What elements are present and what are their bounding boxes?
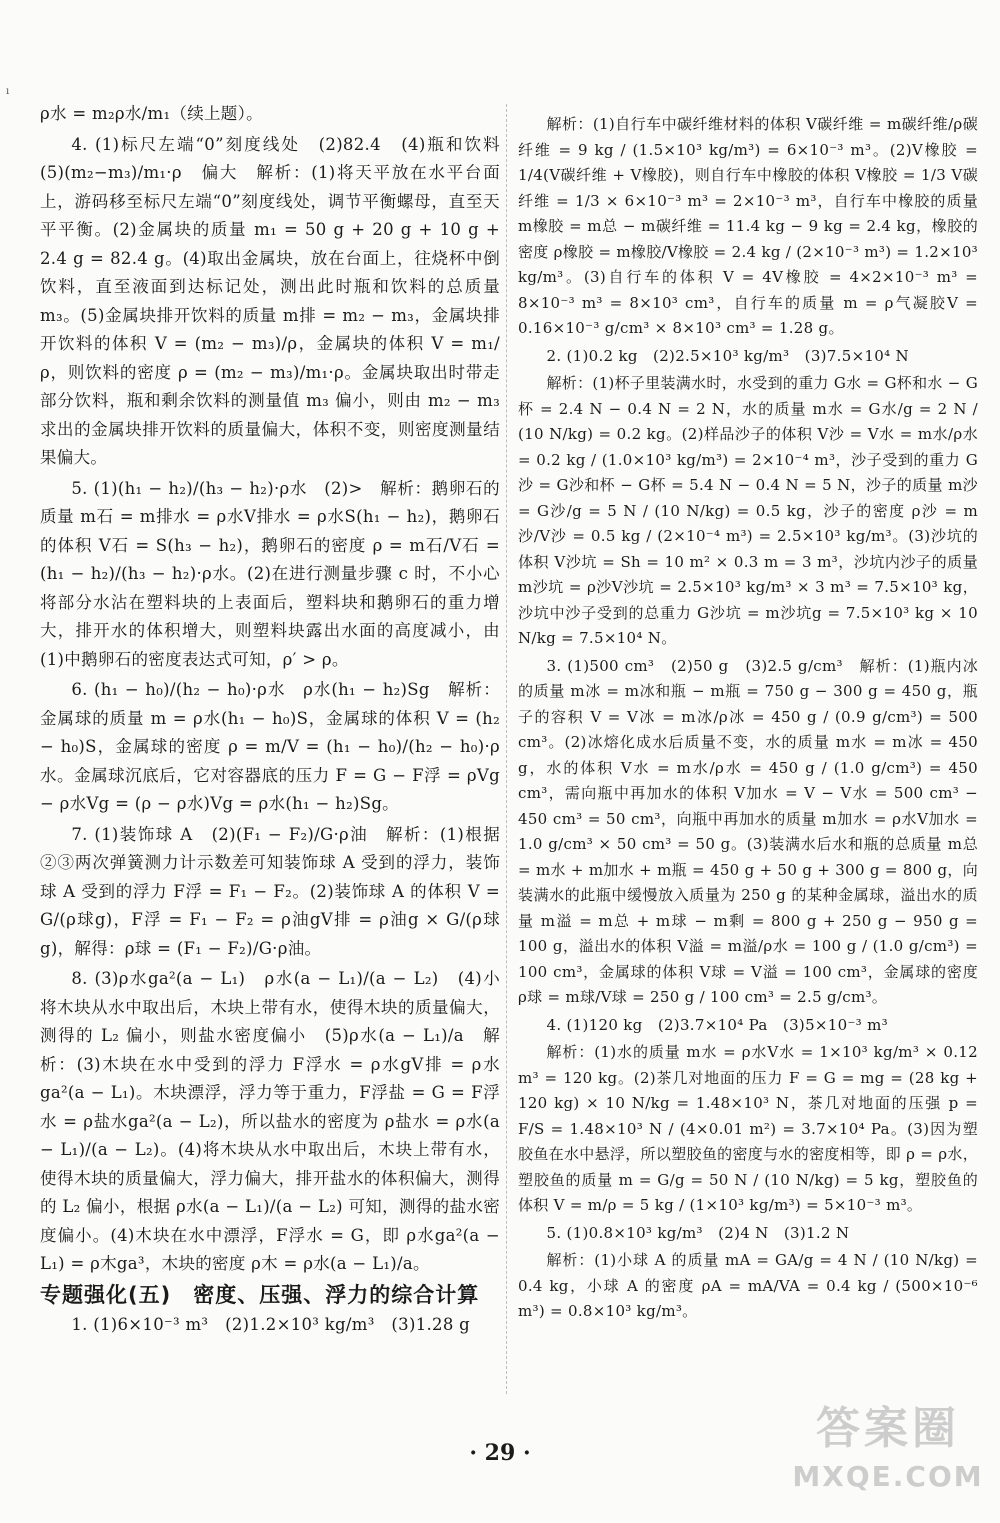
answer-paragraph: 5. (1)0.8×10³ kg/m³ (2)4 N (3)1.2 N: [546, 1223, 850, 1242]
left-column: [40, 100, 517, 1342]
answer-paragraph: 解析：(1)小球 A 的质量 mA = GA/g = 4 N / (10 N/kg) = 0.4 kg，小球 A 的密度 ρA = mA/VA = 0.4 kg / (500×10⁻⁶ m³) = 0.8×10³ kg/m³。: [518, 1251, 978, 1320]
corner-mark: ı: [6, 86, 10, 97]
answer-paragraph: 2. (1)0.2 kg (2)2.5×10³ kg/m³ (3)7.5×10⁴ N: [546, 346, 909, 365]
answer-paragraph: 解析：(1)自行车中碳纤维材料的体积 V碳纤维 = m碳纤维/ρ碳纤维 = 9 kg / (1.5×10³ kg/m³) = 6×10⁻³ m³。(2)V橡胶 = 1/4(V碳纤维 + V橡胶)，则自行车中橡胶的体积 V橡胶 = 1/3 V碳纤维 = 1/3 × 6×10⁻³ m³ = 2×10⁻³ m³，自行车中橡胶的质量 m橡胶 = m总 − m碳纤维 = 11.4 kg − 9 kg = 2.4 kg，橡胶的密度 ρ橡胶 = m橡胶/V橡胶 = 2.4 kg / (2×10⁻³ m³) = 1.2×10³ kg/m³。(3)自行车的体积 V = 4V橡胶 = 4×2×10⁻³ m³ = 8×10⁻³ m³ = 8×10³ cm³，自行车的质量 m = ρ气凝胶V = 0.16×10⁻³ g/cm³ × 8×10³ cm³ = 1.28 g。: [518, 115, 978, 337]
answer-paragraph: 8. (3)ρ水ga²(a − L₁) ρ水(a − L₁)/(a − L₂) (4)小 将木块从水中取出后，木块上带有水，使得木块的质量偏大，测得的 L₂ 偏小，则盐水密度偏小 (5)ρ水(a − L₁)/a 解析：(3)木块在水中受到的浮力 F浮水 = ρ水gV排 = ρ水ga²(a − L₁)。木块漂浮，浮力等于重力，F浮盐 = G = F浮水 = ρ盐水ga²(a − L₂)，所以盐水的密度为 ρ盐水 = ρ水(a − L₁)/(a − L₂)。(4)将木块从水中取出后，木块上带有水，使得木块的质量偏大，浮力偏大，排开盐水的体积偏大，测得的 L₂ 偏小，根据 ρ水(a − L₁)/(a − L₂) 可知，测得的盐水密度偏小。(4)木块在水中漂浮，F浮水 = G，即 ρ水ga²(a − L₁) = ρ木ga³，木块的密度 ρ木 = ρ水(a − L₁)/a。: [40, 969, 517, 1273]
answer-paragraph: 5. (1)(h₁ − h₂)/(h₃ − h₂)·ρ水 (2)> 解析：鹅卵石的质量 m石 = m排水 = ρ水V排水 = ρ水S(h₁ − h₂)，鹅卵石的体积 V石 = S(h₃ − h₂)，鹅卵石的密度 ρ = m石/V石 = (h₁ − h₂)/(h₃ − h₂)·ρ水。(2)在进行测量步骤 c 时，不小心将部分水沾在塑料块的上表面后，塑料块和鹅卵石的重力增大，排开水的体积增大，则塑料块露出水面的高度减小，由(1)中鹅卵石的密度表达式可知，ρ′ > ρ。: [40, 478, 500, 669]
section-title: 专题强化(五) 密度、压强、浮力的综合计算: [40, 1282, 480, 1307]
answer-paragraph: 4. (1)标尺左端“0”刻度线处 (2)82.4 (4)瓶和饮料 (5)(m₂−m₃)/m₁·ρ 偏大 解析：(1)将天平放在水平台面上，游码移至标尺左端“0”刻度线处，调节平衡螺母，直至天平平衡。(2)金属块的质量 m₁ = 50 g + 20 g + 10 g + 2.4 g = 82.4 g。(4)取出金属块，放在台面上，往烧杯中倒饮料，直至液面到达标记处，测出此时瓶和饮料的总质量 m₃。(5)金属块排开饮料的质量 m排 = m₂ − m₃，金属块排开饮料的体积 V = (m₂ − m₃)/ρ，金属块的体积 V = m₁/ρ，则饮料的密度 ρ = (m₂ − m₃)/m₁·ρ。金属块取出时带走部分饮料，瓶和剩余饮料的测量值 m₃ 偏小，则由 m₂ − m₃ 求出的金属块排开饮料的质量偏大，体积不变，则密度测量结果偏大。: [40, 134, 517, 467]
watermark-bottom: MXQE.COM: [792, 1460, 984, 1493]
answer-paragraph: ρ水 = m₂ρ水/m₁（续上题）。: [40, 104, 263, 123]
answer-paragraph: 3. (1)500 cm³ (2)50 g (3)2.5 g/cm³ 解析：(1)瓶内冰的质量 m冰 = m冰和瓶 − m瓶 = 750 g − 300 g = 450 g，瓶子的容积 V = V冰 = m冰/ρ冰 = 450 g / (0.9 g/cm³) = 500 cm³。(2)冰熔化成水后质量不变，水的质量 m水 = m冰 = 450 g，水的体积 V水 = m水/ρ水 = 450 g / (1.0 g/cm³) = 450 cm³，需向瓶中再加水的体积 V加水 = V − V水 = 500 cm³ − 450 cm³ = 50 cm³，向瓶中再加水的质量 m加水 = ρ水V加水 = 1.0 g/cm³ × 50 cm³ = 50 g。(3)装满水后水和瓶的总质量 m总 = m水 + m加水 + m瓶 = 450 g + 50 g + 300 g = 800 g，向装满水的此瓶中缓慢放入质量为 250 g 的某种金属球，溢出水的质量 m溢 = m总 + m球 − m剩 = 800 g + 250 g − 950 g = 100 g，溢出水的体积 V溢 = m溢/ρ水 = 100 g / (1.0 g/cm³) = 100 cm³，金属球的体积 V球 = V溢 = 100 cm³，金属球的密度 ρ球 = m球/V球 = 250 g / 100 cm³ = 2.5 g/cm³。: [518, 656, 978, 1006]
right-column: [518, 112, 978, 1327]
answer-paragraph: 7. (1)装饰球 A (2)(F₁ − F₂)/G·ρ油 解析：(1)根据②③两次弹簧测力计示数差可知装饰球 A 受到的浮力，装饰球 A 受到的浮力 F浮 = F₁ − F₂。(2)装饰球 A 的体积 V = G/(ρ球g)，F浮 = F₁ − F₂ = ρ油gV排 = ρ油g × G/(ρ球g)，解得：ρ球 = (F₁ − F₂)/G·ρ油。: [40, 824, 500, 958]
page-number: · 29 ·: [469, 1440, 531, 1466]
answer-paragraph: 解析：(1)水的质量 m水 = ρ水V水 = 1×10³ kg/m³ × 0.12 m³ = 120 kg。(2)茶几对地面的压力 F = G = mg = (28 kg + 120 kg) × 10 N/kg = 1.48×10³ N，茶几对地面的压强 p = F/S = 1.48×10³ N / (4×0.01 m²) = 3.7×10⁴ Pa。(3)因为塑胶鱼在水中悬浮，所以塑胶鱼的密度与水的密度相等，即 ρ = ρ水，塑胶鱼的质量 m = G/g = 50 N / (10 N/kg) = 5 kg，塑胶鱼的体积 V = m/ρ = 5 kg / (1×10³ kg/m³) = 5×10⁻³ m³。: [518, 1043, 978, 1214]
watermark-logo: [788, 1399, 988, 1511]
watermark-top: 答案圈: [816, 1403, 960, 1454]
answer-paragraph: 解析：(1)杯子里装满水时，水受到的重力 G水 = G杯和水 − G杯 = 2.4 N − 0.4 N = 2 N，水的质量 m水 = G水/g = 2 N / (10 N/kg) = 0.2 kg。(2)样品沙子的体积 V沙 = V水 = m水/ρ水 = 0.2 kg / (1.0×10³ kg/m³) = 2×10⁻⁴ m³，沙子受到的重力 G沙 = G沙和杯 − G杯 = 5.4 N − 0.4 N = 5 N，沙子的质量 m沙 = G沙/g = 5 N / (10 N/kg) = 0.5 kg，沙子的密度 ρ沙 = m沙/V沙 = 0.5 kg / (2×10⁻⁴ m³) = 2.5×10³ kg/m³。(3)沙坑的体积 V沙坑 = Sh = 10 m² × 0.3 m = 3 m³，沙坑内沙子的质量 m沙坑 = ρ沙V沙坑 = 2.5×10³ kg/m³ × 3 m³ = 7.5×10³ kg，沙坑中沙子受到的总重力 G沙坑 = m沙坑g = 7.5×10³ kg × 10 N/kg = 7.5×10⁴ N。: [518, 374, 978, 647]
answer-paragraph: 6. (h₁ − h₀)/(h₂ − h₀)·ρ水 ρ水(h₁ − h₂)Sg 解析：金属球的质量 m = ρ水(h₁ − h₀)S，金属球的体积 V = (h₂ − h₀)S，金属球的密度 ρ = m/V = (h₁ − h₀)/(h₂ − h₀)·ρ水。金属球沉底后，它对容器底的压力 F = G − F浮 = ρVg − ρ水Vg = (ρ − ρ水)Vg = ρ水(h₁ − h₂)Sg。: [40, 680, 500, 813]
column-divider: [506, 104, 507, 1394]
answer-paragraph: 4. (1)120 kg (2)3.7×10⁴ Pa (3)5×10⁻³ m³: [546, 1015, 888, 1034]
answer-paragraph: 1. (1)6×10⁻³ m³ (2)1.2×10³ kg/m³ (3)1.28 g: [71, 1315, 471, 1334]
